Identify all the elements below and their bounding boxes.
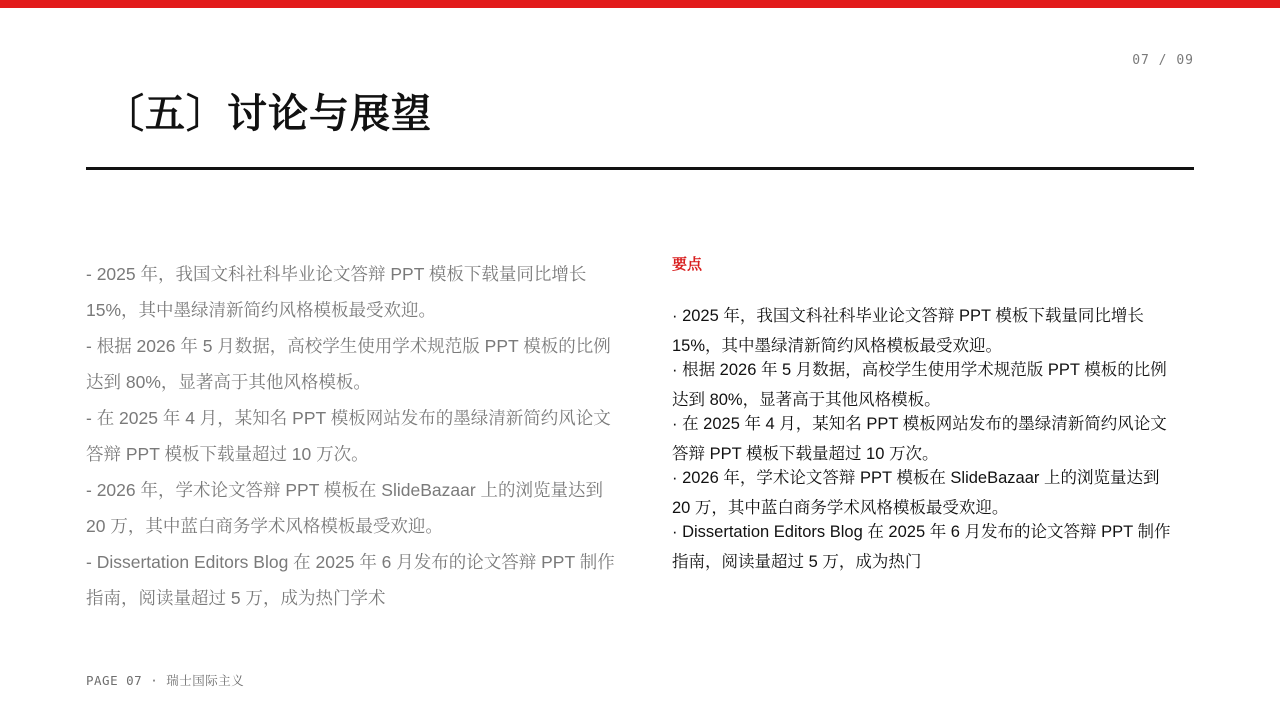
footer-page-label: PAGE 07 (86, 673, 143, 688)
key-points-heading: 要点 (672, 256, 703, 273)
key-point-line: 指南，阅读量超过 5 万，成为热门 (672, 553, 922, 571)
key-point-line: 答辩 PPT 模板下载量超过 10 万次。 (672, 445, 939, 463)
key-point-item (672, 358, 1197, 412)
left-paragraph: - Dissertation Editors Blog 在 2025 年 6 月发布的论文答辩 PPT 制作指南，阅读量超过 5 万，成为热门学术 (86, 552, 615, 608)
key-point-line: 15%，其中墨绿清新简约风格模板最受欢迎。 (672, 337, 1003, 355)
key-point-line: · 在 2025 年 4 月，某知名 PPT 模板网站发布的墨绿清新简约风论文 (672, 415, 1167, 433)
page-title: 〔五〕讨论与展望 (104, 92, 432, 136)
left-paragraph: - 在 2025 年 4 月，某知名 PPT 模板网站发布的墨绿清新简约风论文答辩 PPT 模板下载量超过 10 万次。 (86, 408, 611, 464)
page-counter: 07 / 09 (1132, 53, 1194, 68)
left-paragraph: - 根据 2026 年 5 月数据，高校学生使用学术规范版 PPT 模板的比例达到 80%，显著高于其他风格模板。 (86, 336, 611, 392)
title-divider (86, 167, 1194, 170)
key-point-item (672, 304, 1197, 358)
key-point-item (672, 412, 1197, 466)
top-accent-bar (0, 0, 1280, 8)
key-point-line: · 2026 年，学术论文答辩 PPT 模板在 SlideBazaar 上的浏览量达到 (672, 469, 1160, 487)
key-point-line: · 根据 2026 年 5 月数据，高校学生使用学术规范版 PPT 模板的比例 (672, 361, 1167, 379)
left-paragraph: - 2026 年，学术论文答辩 PPT 模板在 SlideBazaar 上的浏览量达到 20 万，其中蓝白商务学术风格模板最受欢迎。 (86, 480, 604, 536)
key-point-item (672, 520, 1197, 574)
key-point-line: 20 万，其中蓝白商务学术风格模板最受欢迎。 (672, 499, 1009, 517)
key-point-line: 达到 80%，显著高于其他风格模板。 (672, 391, 941, 409)
key-point-item (672, 466, 1197, 520)
footer-separator: · (150, 673, 159, 688)
left-column (86, 256, 616, 616)
key-point-line: · 2025 年，我国文科社科毕业论文答辩 PPT 模板下载量同比增长 (672, 307, 1144, 325)
key-point-line: · Dissertation Editors Blog 在 2025 年 6 月发布的论文答辩 PPT 制作 (672, 523, 1171, 541)
key-points-list (672, 304, 1197, 574)
footer (86, 671, 244, 689)
left-paragraph: - 2025 年，我国文科社科毕业论文答辩 PPT 模板下载量同比增长 15%，其中墨绿清新简约风格模板最受欢迎。 (86, 264, 587, 320)
key-points-panel (672, 254, 1197, 574)
footer-school-name: 瑞士国际主义 (166, 673, 245, 688)
